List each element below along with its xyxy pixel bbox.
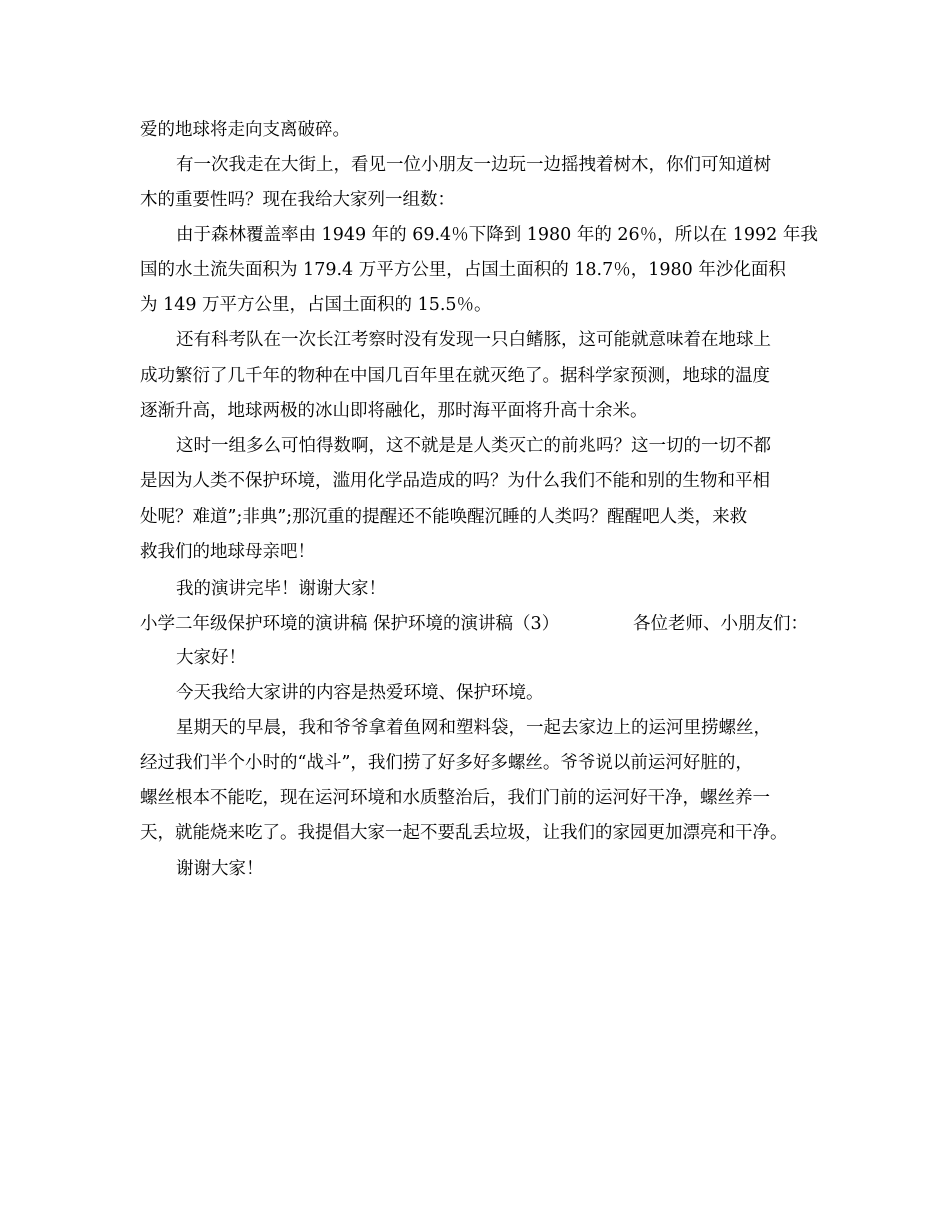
paragraph-9-line-3: 螺丝根本不能吃，现在运河环境和水质整治后，我们门前的运河好干净，螺丝养一 (140, 788, 770, 808)
paragraph-3-line-1: 由于森林覆盖率由 1949 年的 69.4％下降到 1980 年的 26％，所以在 1992 年我 (176, 225, 818, 245)
paragraph-5-line-3: 处呢？难道”;非典”;那沉重的提醒还不能唤醒沉睡的人类吗？醒醒吧人类，来救 (140, 507, 748, 527)
paragraph-5-line-4: 救我们的地球母亲吧！ (140, 542, 315, 562)
paragraph-9-line-1: 星期天的早晨，我和爷爷拿着鱼网和塑料袋，一起去家边上的运河里捞螺丝， (176, 718, 771, 738)
paragraph-3-line-3: 为 149 万平方公里，占国土面积的 15.5％。 (140, 295, 492, 315)
paragraph-3-line-2: 国的水土流失面积为 179.4 万平方公里，占国土面积的 18.7％，1980 年沙化面积 (140, 260, 786, 280)
paragraph-4-line-2: 成功繁衍了几千年的物种在中国几百年里在就灭绝了。据科学家预测，地球的温度 (140, 366, 770, 386)
paragraph-4-line-3: 逐渐升高，地球两极的冰山即将融化，那时海平面将升高十余米。 (140, 401, 648, 421)
paragraph-4-line-1: 还有科考队在一次长江考察时没有发现一只白鳍豚，这可能就意味着在地球上 (176, 330, 771, 350)
paragraph-5-line-2: 是因为人类不保护环境，滥用化学品造成的吗？为什么我们不能和别的生物和平相 (140, 471, 770, 491)
salutation: 各位老师、小朋友们： (633, 614, 808, 634)
paragraph-2-line-2: 木的重要性吗？现在我给大家列一组数： (140, 190, 455, 210)
paragraph-6-line-1: 我的演讲完毕！谢谢大家！ (176, 579, 386, 599)
paragraph-7-line-1: 大家好！ (176, 648, 246, 668)
paragraph-9-line-2: 经过我们半个小时的“战斗”，我们捞了好多好多螺丝。爷爷说以前运河好脏的， (140, 753, 753, 773)
paragraph-9-line-4: 天，就能烧来吃了。我提倡大家一起不要乱丢垃圾，让我们的家园更加漂亮和干净。 (140, 823, 788, 843)
paragraph-5-line-1: 这时一组多么可怕得数啊，这不就是是人类灭亡的前兆吗？这一切的一切不都 (176, 436, 771, 456)
paragraph-8-line-1: 今天我给大家讲的内容是热爱环境、保护环境。 (176, 683, 544, 703)
paragraph-2-line-1: 有一次我走在大街上，看见一位小朋友一边玩一边摇拽着树木，你们可知道树 (176, 155, 771, 175)
paragraph-1-line-1: 爱的地球将走向支离破碎。 (140, 120, 350, 140)
section-title: 小学二年级保护环境的演讲稿 保护环境的演讲稿（3） (140, 614, 560, 634)
paragraph-10-line-1: 谢谢大家！ (176, 859, 264, 879)
